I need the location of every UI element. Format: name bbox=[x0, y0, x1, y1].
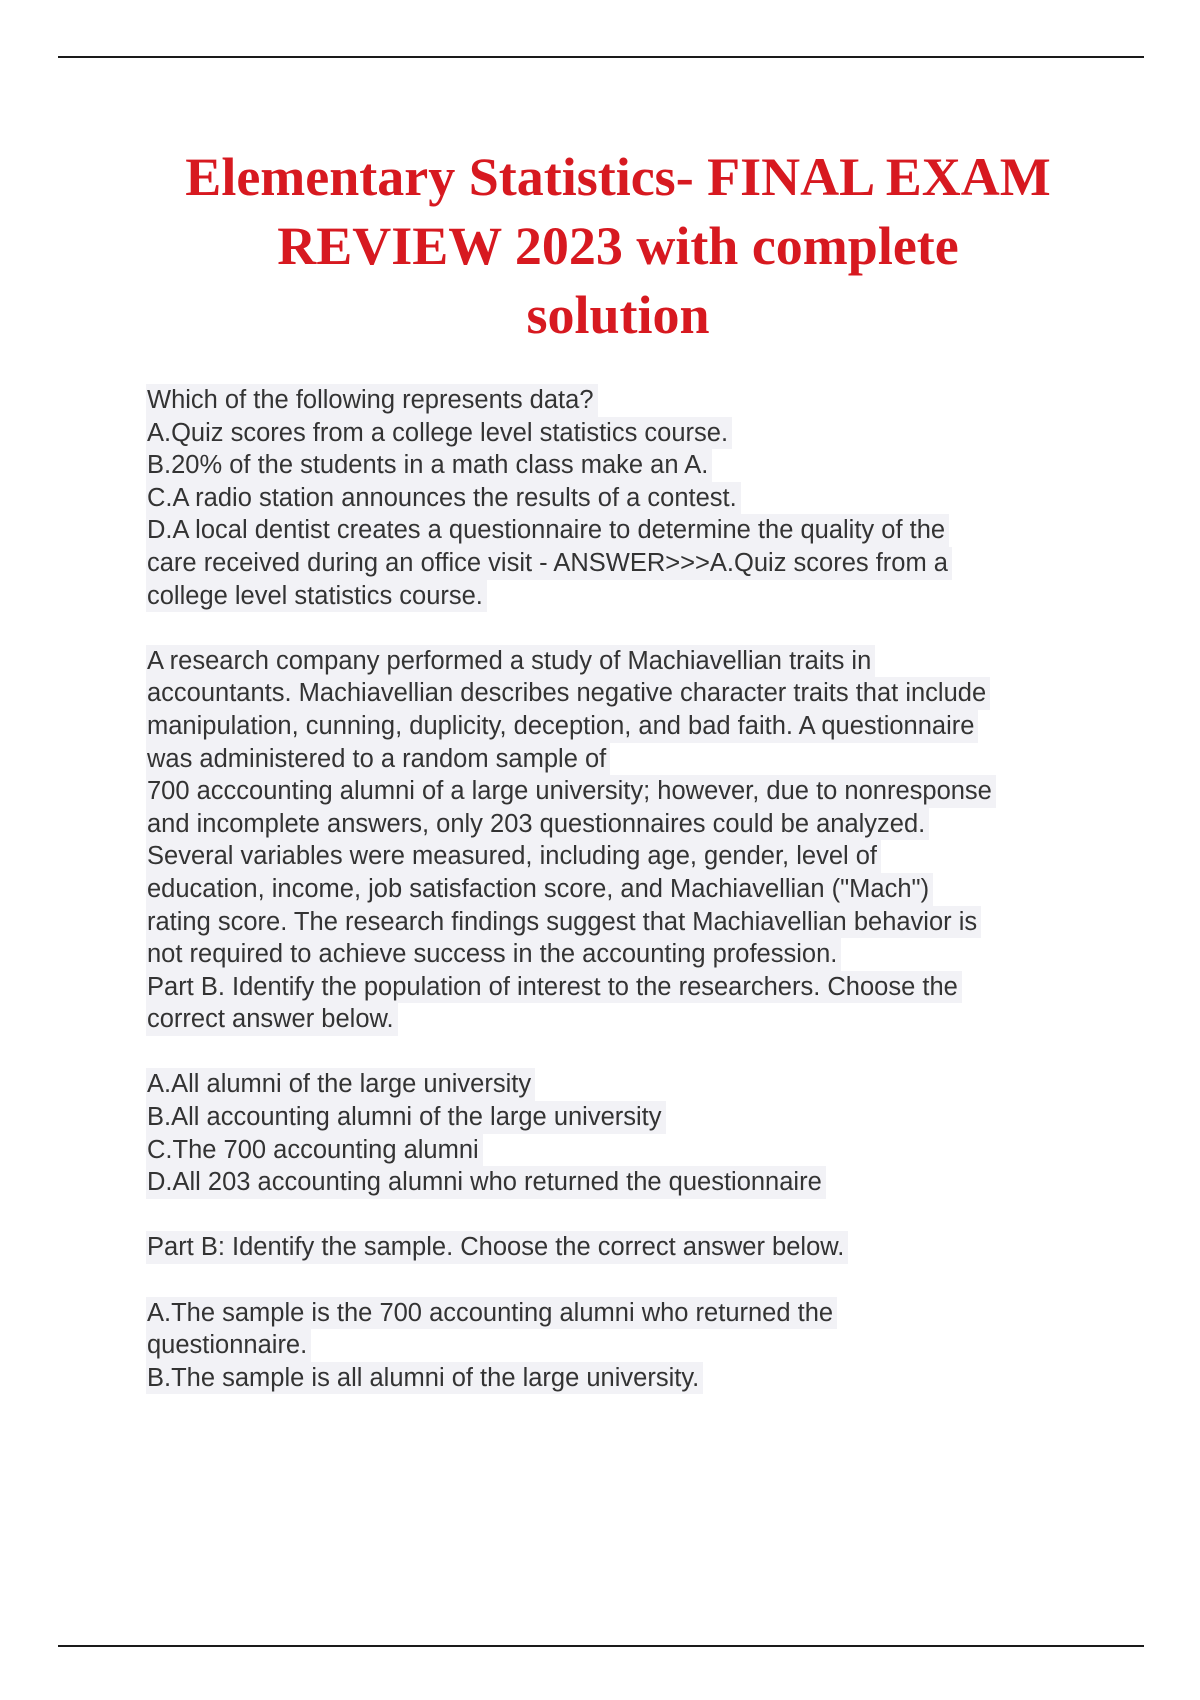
document-title bbox=[120, 143, 1116, 350]
question-2-passage bbox=[146, 645, 1146, 1036]
question-1-stem: Which of the following represents data? bbox=[146, 384, 598, 417]
document-body bbox=[146, 384, 1146, 1394]
question-1-option-c: C.A radio station announces the results of a contest. bbox=[146, 482, 741, 515]
question-1-answer-line: care received during an office visit - ANSWER>>>A.Quiz scores from a bbox=[146, 547, 952, 580]
passage-line: manipulation, cunning, duplicity, deception, and bad faith. A questionnaire bbox=[146, 710, 978, 743]
passage-line: rating score. The research findings suggest that Machiavellian behavior is bbox=[146, 906, 981, 939]
passage-line: accountants. Machiavellian describes negative character traits that include bbox=[146, 677, 990, 710]
question-1-option-b: B.20% of the students in a math class make an A. bbox=[146, 449, 712, 482]
sample-option-b: B.The sample is all alumni of the large university. bbox=[146, 1362, 703, 1395]
population-options bbox=[146, 1068, 1146, 1198]
passage-line: and incomplete answers, only 203 questionnaires could be analyzed. bbox=[146, 808, 929, 841]
sample-option-a-continued: questionnaire. bbox=[146, 1329, 311, 1362]
question-2 bbox=[146, 645, 1146, 1395]
question-1-option-d: D.A local dentist creates a questionnaire to determine the quality of the bbox=[146, 514, 949, 547]
population-option-c: C.The 700 accounting alumni bbox=[146, 1134, 483, 1167]
passage-line: A research company performed a study of Machiavellian traits in bbox=[146, 645, 875, 678]
passage-line: correct answer below. bbox=[146, 1003, 398, 1036]
paragraph-gap bbox=[146, 1199, 1146, 1232]
question-1 bbox=[146, 384, 1146, 612]
population-option-d: D.All 203 accounting alumni who returned the questionnaire bbox=[146, 1166, 826, 1199]
top-rule bbox=[58, 56, 1144, 58]
paragraph-gap bbox=[146, 612, 1146, 645]
passage-line: education, income, job satisfaction score, and Machiavellian ("Mach") bbox=[146, 873, 933, 906]
sample-options bbox=[146, 1297, 1146, 1395]
passage-line: Part B. Identify the population of interest to the researchers. Choose the bbox=[146, 971, 962, 1004]
paragraph-gap bbox=[146, 1264, 1146, 1297]
paragraph-gap bbox=[146, 1036, 1146, 1069]
passage-line: was administered to a random sample of bbox=[146, 743, 610, 776]
population-option-b: B.All accounting alumni of the large university bbox=[146, 1101, 666, 1134]
passage-line: 700 acccounting alumni of a large university; however, due to nonresponse bbox=[146, 775, 996, 808]
passage-line: Several variables were measured, including age, gender, level of bbox=[146, 840, 881, 873]
title-line: REVIEW 2023 with complete bbox=[277, 216, 959, 276]
question-1-option-a: A.Quiz scores from a college level statistics course. bbox=[146, 417, 732, 450]
title-line: Elementary Statistics- FINAL EXAM bbox=[185, 147, 1051, 207]
sample-option-a: A.The sample is the 700 accounting alumni who returned the bbox=[146, 1297, 837, 1330]
question-1-answer-line: college level statistics course. bbox=[146, 580, 487, 613]
population-option-a: A.All alumni of the large university bbox=[146, 1068, 535, 1101]
sample-question: Part B: Identify the sample. Choose the correct answer below. bbox=[146, 1231, 848, 1264]
title-line: solution bbox=[526, 285, 710, 345]
passage-line: not required to achieve success in the accounting profession. bbox=[146, 938, 841, 971]
bottom-rule bbox=[58, 1645, 1144, 1647]
